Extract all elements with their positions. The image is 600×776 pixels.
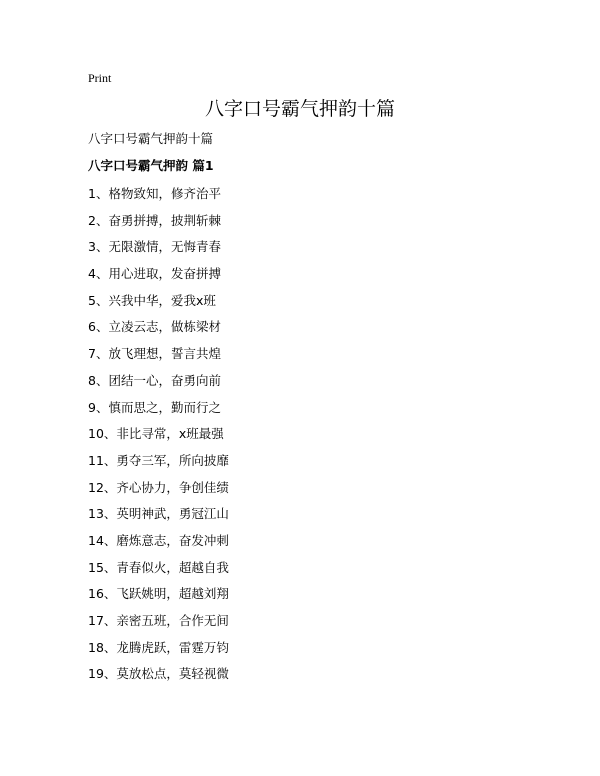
list-item: 15、青春似火，超越自我: [88, 559, 229, 575]
list-item: 13、英明神武，勇冠江山: [88, 506, 229, 522]
print-label: Print: [88, 71, 112, 85]
document-title: 八字口号霸气押韵十篇: [204, 98, 395, 120]
slogan-list: [88, 181, 229, 688]
list-item: 6、立凌云志，做栋梁材: [88, 319, 221, 335]
list-item: 9、慎而思之，勤而行之: [88, 399, 221, 415]
list-item: 11、勇夺三军，所向披靡: [88, 452, 229, 468]
list-item: 18、龙腾虎跃，雷霆万钧: [88, 639, 229, 655]
list-item: 2、奋勇拼搏，披荆斩棘: [88, 212, 221, 228]
list-item: 16、飞跃姚明，超越刘翔: [88, 586, 229, 602]
list-item: 12、齐心协力，争创佳绩: [88, 479, 229, 495]
list-item: 4、用心进取，发奋拼搏: [88, 266, 221, 282]
list-item: 17、亲密五班，合作无间: [88, 613, 229, 628]
document-subtitle: 八字口号霸气押韵十篇: [88, 131, 214, 146]
list-item: 10、非比寻常，x班最强: [88, 426, 224, 442]
list-item: 1、格物致知，修齐治平: [88, 186, 221, 201]
list-item: 14、磨炼意志，奋发冲刺: [88, 532, 229, 548]
list-item: 5、兴我中华，爱我x班: [88, 292, 216, 308]
section-heading: 八字口号霸气押韵 篇1: [88, 158, 214, 173]
list-item: 7、放飞理想，誓言共煌: [88, 346, 221, 362]
list-item: 3、无限激情，无悔青春: [88, 239, 221, 255]
list-item: 19、莫放松点，莫轻视微: [88, 666, 229, 682]
list-item: 8、团结一心，奋勇向前: [88, 372, 221, 388]
